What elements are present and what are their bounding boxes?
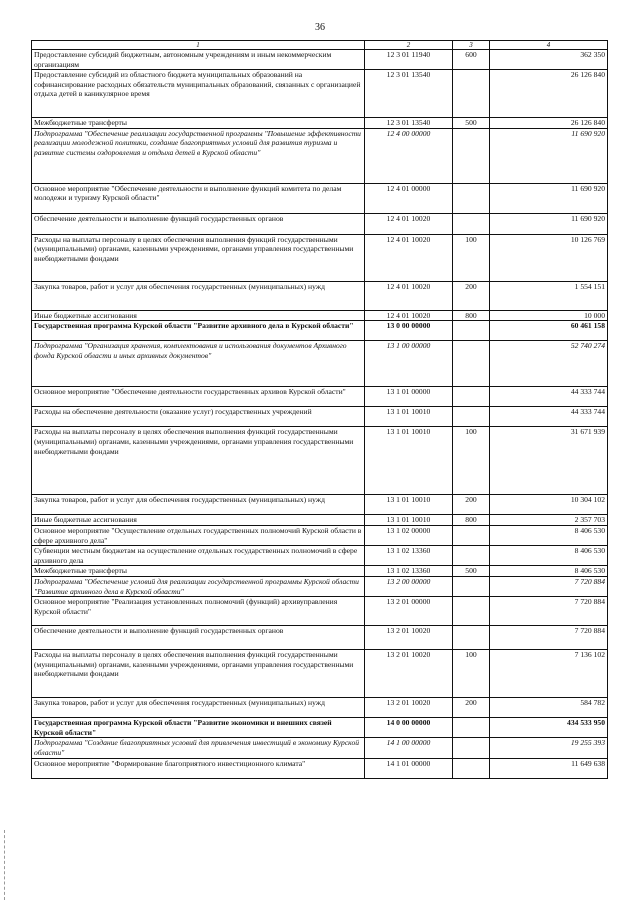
amount-cell: 362 350 [490,50,608,70]
table-row [32,718,608,738]
table-row [32,183,608,213]
amount-cell: 26 126 840 [490,118,608,129]
expense-type-cell [453,738,490,759]
expense-type-cell: 500 [453,566,490,577]
expense-type-cell [453,213,490,234]
amount-cell: 10 304 102 [490,495,608,515]
table-row [32,118,608,129]
target-code-cell: 13 1 02 13360 [365,546,453,566]
item-name-cell: Субвенции местным бюджетам на осуществление отдельных государственных полномочий в сфере архивного дела [32,546,365,566]
column-number-3: 3 [453,41,490,50]
table-row [32,70,608,118]
target-code-cell: 12 3 01 13540 [365,118,453,129]
amount-cell: 52 740 274 [490,341,608,387]
item-name-cell: Основное мероприятие "Реализация установленных полномочий (функций) архивуправления Курской области" [32,597,365,626]
target-code-cell: 13 1 01 00000 [365,387,453,407]
target-code-cell: 12 4 01 10020 [365,281,453,310]
target-code-cell: 12 3 01 11940 [365,50,453,70]
item-name-cell: Основное мероприятие "Формирование благоприятного инвестиционного климата" [32,759,365,779]
target-code-cell: 12 4 00 00000 [365,128,453,183]
table-row [32,321,608,341]
column-number-1: 1 [32,41,365,50]
amount-cell: 584 782 [490,698,608,718]
item-name-cell: Государственная программа Курской области "Развитие архивного дела в Курской области" [32,321,365,341]
target-code-cell: 12 4 01 00000 [365,183,453,213]
scan-margin-mark [4,830,6,900]
table-row [32,759,608,779]
table-row [32,566,608,577]
table-row [32,341,608,387]
amount-cell: 1 554 151 [490,281,608,310]
expense-type-cell: 200 [453,281,490,310]
target-code-cell: 13 1 01 10010 [365,495,453,515]
item-name-cell: Закупка товаров, работ и услуг для обеспечения государственных (муниципальных) нужд [32,495,365,515]
table-row [32,650,608,698]
expense-type-cell [453,546,490,566]
target-code-cell: 12 4 01 10020 [365,213,453,234]
expense-type-cell: 600 [453,50,490,70]
amount-cell: 8 406 530 [490,525,608,545]
amount-cell: 10 000 [490,310,608,321]
item-name-cell: Закупка товаров, работ и услуг для обеспечения государственных (муниципальных) нужд [32,281,365,310]
amount-cell: 19 255 393 [490,738,608,759]
amount-cell: 7 136 102 [490,650,608,698]
expense-type-cell: 100 [453,234,490,281]
expense-type-cell [453,407,490,427]
target-code-cell: 13 1 01 10010 [365,427,453,495]
target-code-cell: 13 1 00 00000 [365,341,453,387]
table-row [32,427,608,495]
expense-type-cell [453,341,490,387]
item-name-cell: Межбюджетные трансферты [32,566,365,577]
target-code-cell: 13 2 01 10020 [365,626,453,650]
target-code-cell: 12 4 01 10020 [365,234,453,281]
amount-cell: 31 671 939 [490,427,608,495]
amount-cell: 44 333 744 [490,407,608,427]
item-name-cell: Обеспечение деятельности и выполнение функций государственных органов [32,626,365,650]
table-row [32,234,608,281]
item-name-cell: Предоставление субсидий из областного бюджета муниципальных образований на софинансирование расходных обязательств муниципальных образований, связанных с организацией отдыха детей в каникулярное время [32,70,365,118]
item-name-cell: Подпрограмма "Обеспечение реализации государственной программы "Повышение эффективности реализации молодежной политики, создание благоприятных условий для развития туризма и развитие системы оздоровления и отдыха детей в Курской области" [32,128,365,183]
item-name-cell: Предоставление субсидий бюджетным, автономным учреждениям и иным некоммерческим организациям [32,50,365,70]
budget-table [31,40,608,779]
target-code-cell: 13 2 01 10020 [365,650,453,698]
target-code-cell: 13 0 00 00000 [365,321,453,341]
page-number: 36 [315,22,325,33]
expense-type-cell: 800 [453,515,490,526]
item-name-cell: Иные бюджетные ассигнования [32,310,365,321]
amount-cell: 7 720 884 [490,626,608,650]
expense-type-cell: 800 [453,310,490,321]
target-code-cell: 13 1 01 10010 [365,515,453,526]
amount-cell: 2 357 703 [490,515,608,526]
amount-cell: 8 406 530 [490,546,608,566]
expense-type-cell [453,525,490,545]
expense-type-cell [453,321,490,341]
table-row [32,281,608,310]
expense-type-cell [453,70,490,118]
item-name-cell: Основное мероприятие "Обеспечение деятельности государственных архивов Курской области" [32,387,365,407]
item-name-cell: Обеспечение деятельности и выполнение функций государственных органов [32,213,365,234]
item-name-cell: Подпрограмма "Создание благоприятных условий для привлечения инвестиций в экономику Курской области" [32,738,365,759]
item-name-cell: Расходы на выплаты персоналу в целях обеспечения выполнения функций государственными (муниципальными) органами, казенными учреждениями, органами управления государственными внебюджетными фондами [32,427,365,495]
expense-type-cell [453,718,490,738]
amount-cell: 26 126 840 [490,70,608,118]
item-name-cell: Основное мероприятие "Осуществление отдельных государственных полномочий Курской области в сфере архивного дела" [32,525,365,545]
target-code-cell: 13 2 00 00000 [365,576,453,596]
expense-type-cell [453,597,490,626]
table-row [32,546,608,566]
table-row [32,525,608,545]
table-row [32,128,608,183]
table-row [32,213,608,234]
target-code-cell: 12 3 01 13540 [365,70,453,118]
table-row [32,407,608,427]
table-row [32,515,608,526]
target-code-cell: 13 1 02 13360 [365,566,453,577]
expense-type-cell [453,387,490,407]
expense-type-cell: 100 [453,427,490,495]
amount-cell: 434 533 950 [490,718,608,738]
amount-cell: 10 126 769 [490,234,608,281]
column-number-2: 2 [365,41,453,50]
amount-cell: 8 406 530 [490,566,608,577]
expense-type-cell [453,183,490,213]
table-row [32,495,608,515]
amount-cell: 7 720 884 [490,576,608,596]
item-name-cell: Расходы на обеспечение деятельности (оказание услуг) государственных учреждений [32,407,365,427]
item-name-cell: Межбюджетные трансферты [32,118,365,129]
amount-cell: 11 649 638 [490,759,608,779]
item-name-cell: Иные бюджетные ассигнования [32,515,365,526]
expense-type-cell [453,626,490,650]
expense-type-cell: 200 [453,698,490,718]
item-name-cell: Основное мероприятие "Обеспечение деятельности и выполнение функций комитета по делам молодежи и туризму Курской области" [32,183,365,213]
item-name-cell: Расходы на выплаты персоналу в целях обеспечения выполнения функций государственными (муниципальными) органами, казенными учреждениями, органами управления государственными внебюджетными фондами [32,234,365,281]
amount-cell: 60 461 158 [490,321,608,341]
table-row [32,576,608,596]
target-code-cell: 13 2 01 10020 [365,698,453,718]
expense-type-cell [453,759,490,779]
item-name-cell: Закупка товаров, работ и услуг для обеспечения государственных (муниципальных) нужд [32,698,365,718]
item-name-cell: Подпрограмма "Организация хранения, комплектования и использования документов Архивного фонда Курской области и иных архивных документов" [32,341,365,387]
table-row [32,626,608,650]
table-row [32,698,608,718]
expense-type-cell [453,576,490,596]
column-number-row [32,41,608,50]
target-code-cell: 12 4 01 10020 [365,310,453,321]
target-code-cell: 13 1 01 10010 [365,407,453,427]
amount-cell: 11 690 920 [490,128,608,183]
expense-type-cell: 500 [453,118,490,129]
amount-cell: 7 720 884 [490,597,608,626]
item-name-cell: Государственная программа Курской области "Развитие экономики и внешних связей Курской области" [32,718,365,738]
target-code-cell: 13 2 01 00000 [365,597,453,626]
column-number-4: 4 [490,41,608,50]
target-code-cell: 14 1 00 00000 [365,738,453,759]
target-code-cell: 14 1 01 00000 [365,759,453,779]
table-row [32,310,608,321]
budget-table-body [32,41,608,779]
amount-cell: 44 333 744 [490,387,608,407]
expense-type-cell [453,128,490,183]
table-row [32,50,608,70]
table-row [32,738,608,759]
amount-cell: 11 690 920 [490,213,608,234]
amount-cell: 11 690 920 [490,183,608,213]
target-code-cell: 13 1 02 00000 [365,525,453,545]
target-code-cell: 14 0 00 00000 [365,718,453,738]
table-row [32,597,608,626]
expense-type-cell: 100 [453,650,490,698]
expense-type-cell: 200 [453,495,490,515]
item-name-cell: Расходы на выплаты персоналу в целях обеспечения выполнения функций государственными (муниципальными) органами, казенными учреждениями, органами управления государственными внебюджетными фондами [32,650,365,698]
table-row [32,387,608,407]
item-name-cell: Подпрограмма "Обеспечение условий для реализации государственной программы Курской области "Развитие архивного дела в Курской области" [32,576,365,596]
